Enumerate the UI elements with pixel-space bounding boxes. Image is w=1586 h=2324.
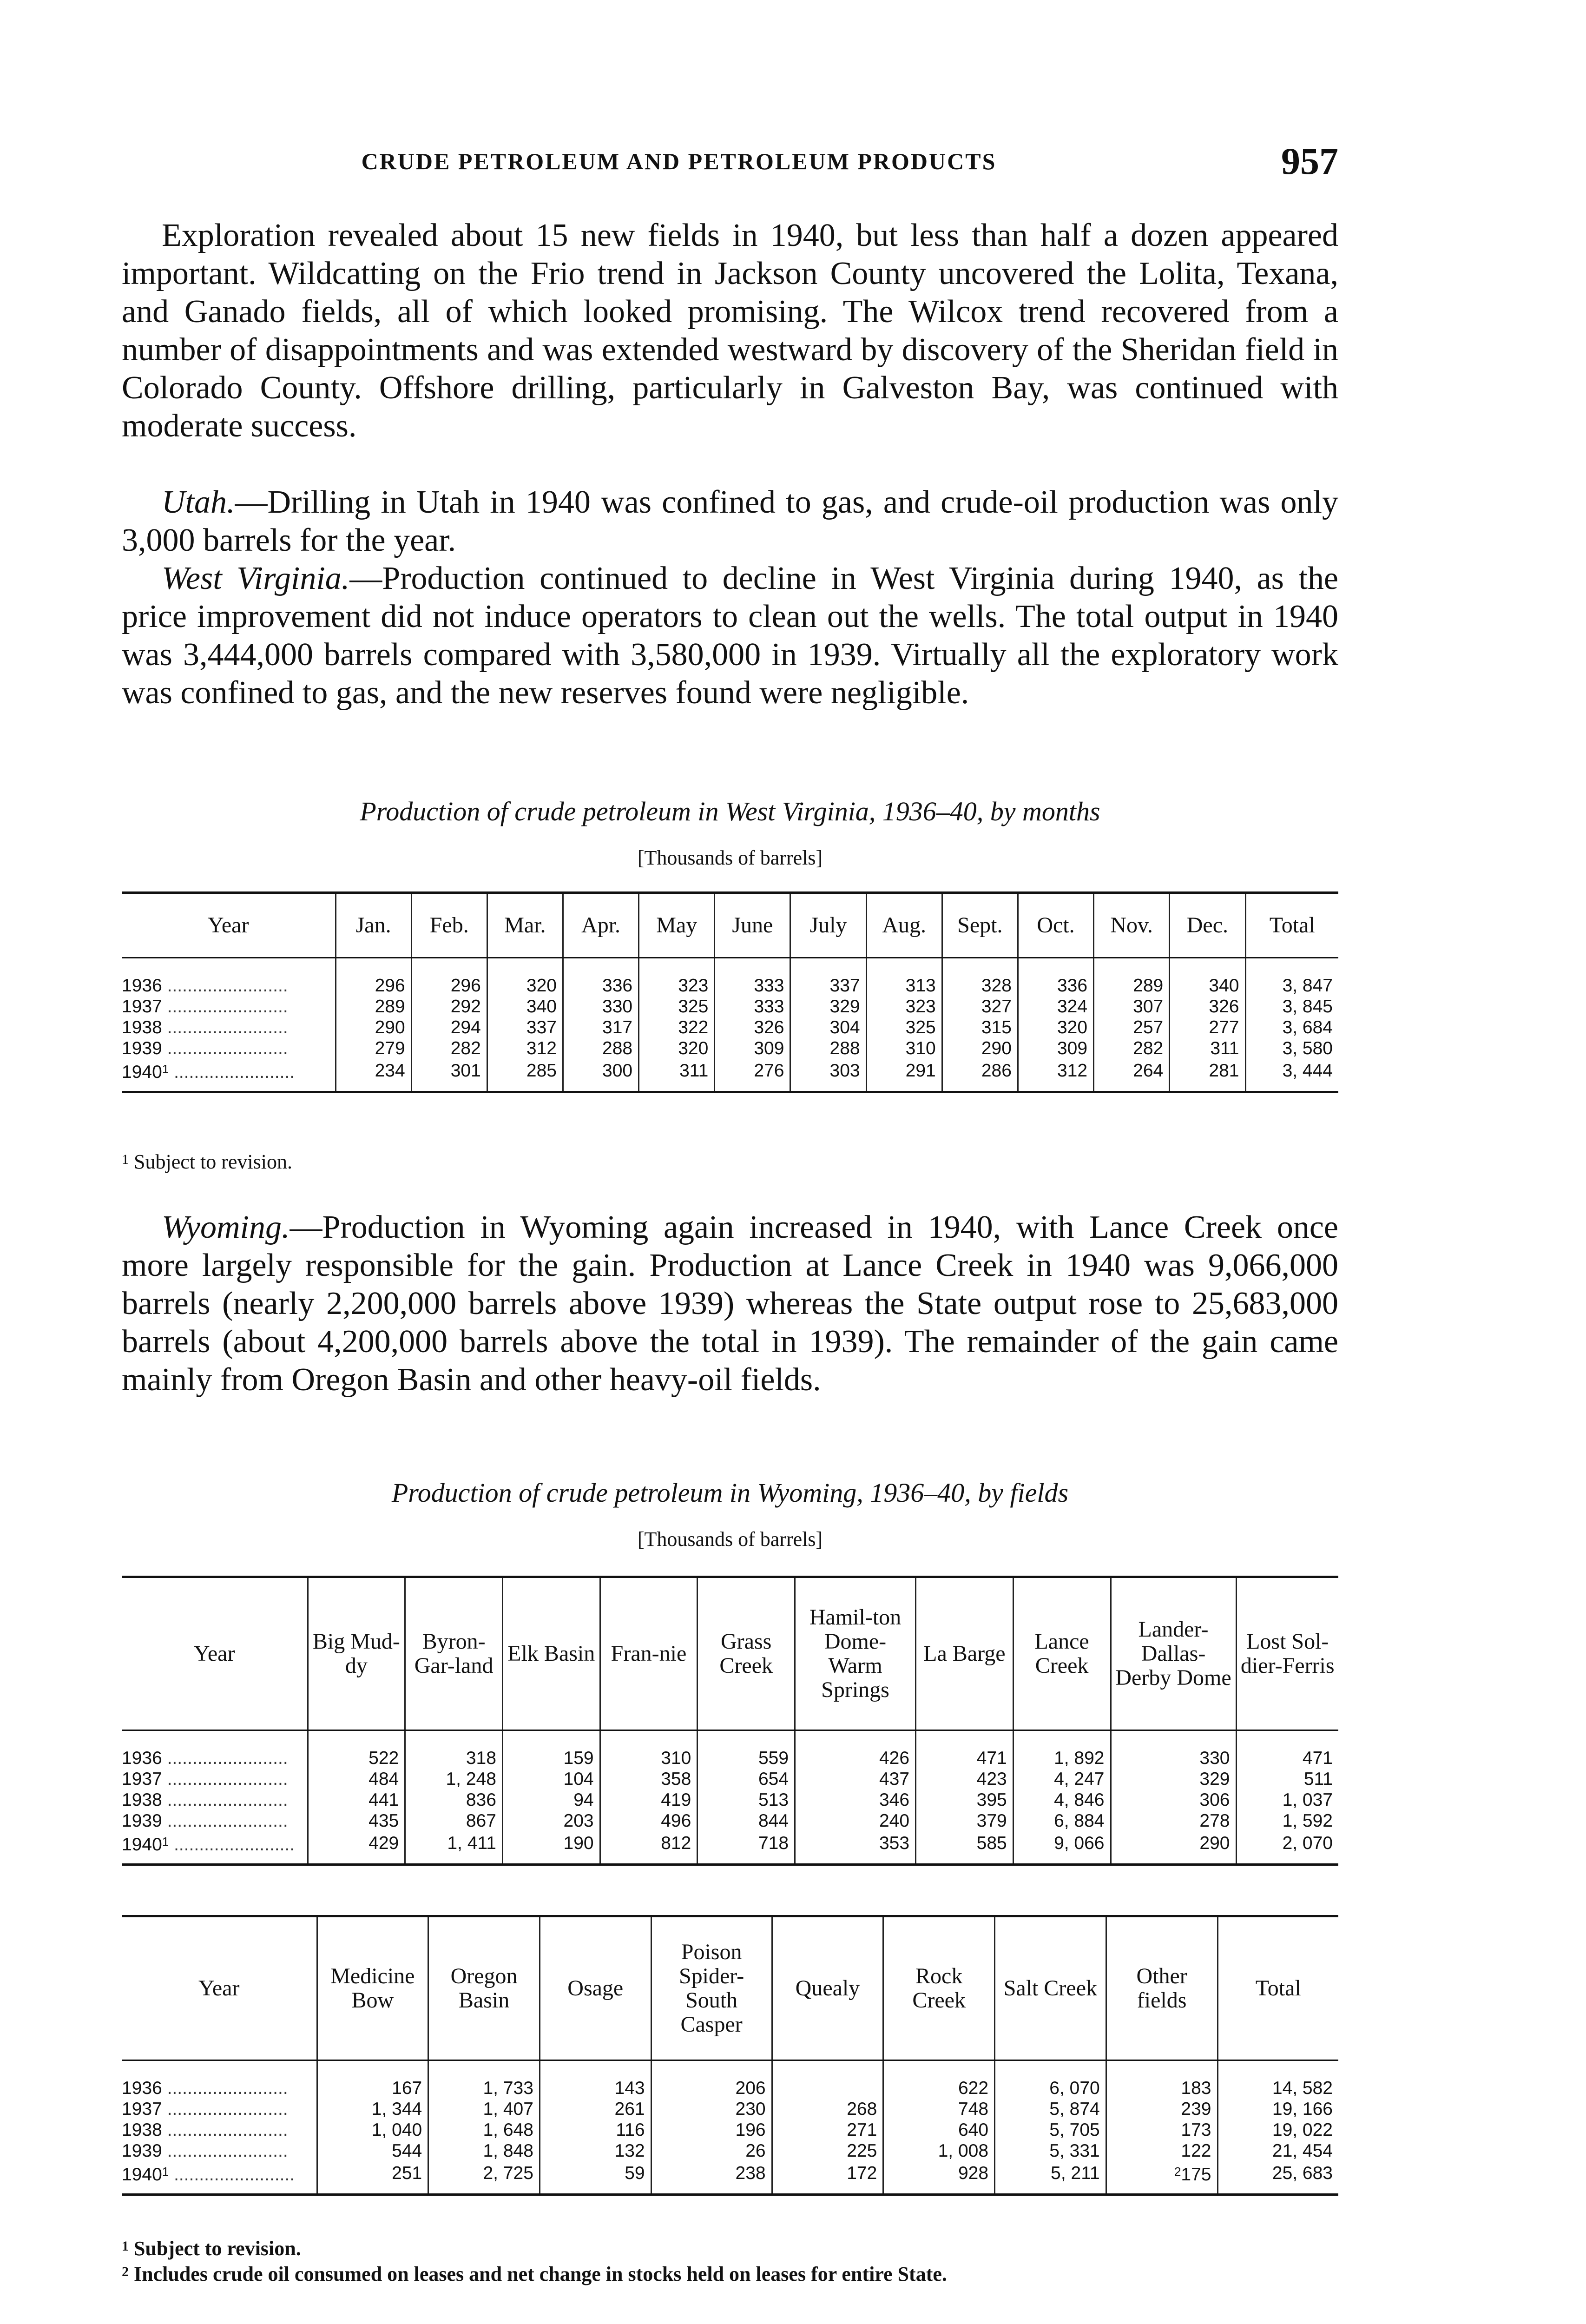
value-cell: 511 [1236,1769,1338,1789]
leader-dots: ........................ [169,2165,295,2185]
value-cell: 251 [317,2161,428,2195]
value-cell: 326 [715,1017,790,1038]
value-cell: 234 [336,1059,411,1092]
value-cell: 19, 166 [1217,2099,1338,2119]
year-label: 1936 [122,976,162,996]
value-cell: 9, 066 [1013,1831,1111,1865]
year-label: 1937 [122,2099,162,2119]
value-cell: 559 [698,1730,795,1769]
year-cell [122,1831,308,1865]
value-cell: 423 [916,1769,1013,1789]
value-cell: 1, 037 [1236,1789,1338,1810]
year-cell [122,1730,308,1769]
value-cell: 240 [795,1810,916,1831]
column-header: Oct. [1018,893,1093,958]
wy-table-caption: Production of crude petroleum in Wyoming, 1936–40, by fields [391,1478,1069,1508]
year-cell [122,1810,308,1831]
year-label: 1940 [122,1835,162,1855]
value-cell: 303 [790,1059,866,1092]
leader-dots: ........................ [169,1062,295,1082]
value-cell: 419 [600,1789,698,1810]
value-cell: 225 [772,2140,883,2161]
value-cell: 441 [308,1789,405,1810]
value-cell: 435 [308,1810,405,1831]
table-row [122,2140,1338,2161]
column-header: Total [1245,893,1338,958]
column-header: May [639,893,715,958]
value-cell: 203 [502,1810,600,1831]
value-cell: 1, 411 [405,1831,503,1865]
wv-production-table [122,891,1338,1093]
value-cell: 21, 454 [1217,2140,1338,2161]
value-cell: 320 [639,1038,715,1059]
table-row [122,2161,1338,2195]
value-cell: 304 [790,1017,866,1038]
column-header: Hamil-ton Dome-Warm Springs [795,1577,916,1730]
value-cell: 306 [1111,1789,1236,1810]
value-cell: 395 [916,1789,1013,1810]
column-header: June [715,893,790,958]
value-cell: 312 [1018,1059,1093,1092]
value-cell: 317 [563,1017,638,1038]
value-cell: 230 [651,2099,772,2119]
value-cell: 1, 648 [428,2119,540,2140]
column-header: Grass Creek [698,1577,795,1730]
column-header: Apr. [563,893,638,958]
value-cell: 379 [916,1810,1013,1831]
value-cell: 1, 592 [1236,1810,1338,1831]
year-label: 1936 [122,1748,162,1768]
value-cell: 471 [1236,1730,1338,1769]
column-header: Oregon Basin [428,1916,540,2060]
column-header: Osage [540,1916,651,2060]
column-header: Rock Creek [883,1916,995,2060]
year-label: 1940 [122,1062,162,1082]
value-cell: 290 [942,1038,1018,1059]
value-cell: 288 [790,1038,866,1059]
value-cell: 471 [916,1730,1013,1769]
value-cell: 307 [1094,996,1170,1017]
value-cell: 159 [502,1730,600,1769]
value-cell: 3, 845 [1245,996,1338,1017]
wy-footnote-1: $^1$ Subject to revision. [122,2237,301,2260]
value-cell: 104 [502,1769,600,1789]
value-cell: 25, 683 [1217,2161,1338,2195]
value-cell: 14, 582 [1217,2060,1338,2099]
value-cell: 238 [651,2161,772,2195]
value-cell: 122 [1106,2140,1217,2161]
value-cell: 183 [1106,2060,1217,2099]
value-cell: 1, 892 [1013,1730,1111,1769]
column-header: Big Mud-dy [308,1577,405,1730]
value-cell: 310 [600,1730,698,1769]
value-cell: 313 [866,958,942,997]
value-cell: 271 [772,2119,883,2140]
table-row [122,2060,1338,2099]
wv-table-body [122,958,1338,1092]
paragraph-utah [122,483,1338,560]
table-row [122,2119,1338,2140]
column-header: Aug. [866,893,942,958]
leader-dots: ........................ [162,2120,288,2140]
wy-table-footnotes [122,2235,1338,2286]
value-cell: 309 [1018,1038,1093,1059]
column-header: July [790,893,866,958]
year-label: 1939 [122,2141,162,2161]
value-cell: 333 [715,958,790,997]
column-header: Lander-Dallas-Derby Dome [1111,1577,1236,1730]
value-cell: 867 [405,1810,503,1831]
wy-part2-body [122,2060,1338,2195]
year-cell [122,1017,336,1038]
value-cell: 812 [600,1831,698,1865]
table-row [122,996,1338,1017]
value-cell: 340 [487,996,563,1017]
column-header: Total [1217,1916,1338,2060]
value-cell: 285 [487,1059,563,1092]
value-cell: 844 [698,1810,795,1831]
value-cell: 19, 022 [1217,2119,1338,2140]
table-row [122,1789,1338,1810]
value-cell: 277 [1170,1017,1245,1038]
value-cell: 290 [336,1017,411,1038]
value-cell: 426 [795,1730,916,1769]
leader-dots: ........................ [162,2078,288,2098]
column-header: Medicine Bow [317,1916,428,2060]
wv-table-header-row [122,893,1338,958]
value-cell: 1, 848 [428,2140,540,2161]
column-header: Quealy [772,1916,883,2060]
value-cell: 26 [651,2140,772,2161]
column-header: Elk Basin [502,1577,600,1730]
column-header: Lost Sol-dier-Ferris [1236,1577,1338,1730]
year-cell [122,2060,317,2099]
value-cell: 429 [308,1831,405,1865]
footnote-marker: 1 [162,1062,169,1076]
year-cell [122,1789,308,1810]
value-cell: 640 [883,2119,995,2140]
value-cell: 330 [1111,1730,1236,1769]
wv-table-footnote: $^1$ Subject to revision. [122,1150,292,1173]
value-cell: 196 [651,2119,772,2140]
year-label: 1936 [122,2078,162,2098]
value-cell: 353 [795,1831,916,1865]
leader-dots: ........................ [162,2141,288,2161]
value-cell: 544 [317,2140,428,2161]
value-cell: 325 [639,996,715,1017]
leader-dots: ........................ [162,1790,288,1810]
value-cell: 294 [411,1017,487,1038]
value-cell: 3, 847 [1245,958,1338,997]
value-cell: 59 [540,2161,651,2195]
value-cell: 718 [698,1831,795,1865]
value-cell: 336 [1018,958,1093,997]
year-cell [122,996,336,1017]
value-cell: 290 [1111,1831,1236,1865]
value-cell: 340 [1170,958,1245,997]
table-row [122,1769,1338,1789]
year-cell [122,958,336,997]
column-header: Feb. [411,893,487,958]
value-cell: 5, 331 [995,2140,1106,2161]
value-cell: 4, 247 [1013,1769,1111,1789]
value-cell: 300 [563,1059,638,1092]
leader-dots: ........................ [162,1811,288,1831]
table-row [122,1059,1338,1092]
value-cell: 278 [1111,1810,1236,1831]
paragraph-wyoming [122,1208,1338,1399]
value-cell: 622 [883,2060,995,2099]
value-cell: 172 [772,2161,883,2195]
value-cell: 309 [715,1038,790,1059]
value-cell: 346 [795,1789,916,1810]
column-header: Nov. [1094,893,1170,958]
table-row [122,1730,1338,1769]
column-header: Dec. [1170,893,1245,958]
value-cell: 3, 580 [1245,1038,1338,1059]
value-cell: 310 [866,1038,942,1059]
leader-dots: ........................ [162,1017,288,1037]
column-header: Jan. [336,893,411,958]
year-cell [122,2161,317,2195]
wy-part2-header-row [122,1916,1338,2060]
value-cell: 2, 725 [428,2161,540,2195]
value-cell: 315 [942,1017,1018,1038]
value-cell: 928 [883,2161,995,2195]
column-header: Poison Spider-South Casper [651,1916,772,2060]
wyoming-text: —Production in Wyoming again increased in 1940, with Lance Creek once more largely responsible for the gain. Production at Lance Creek in 1940 was 9,066,000 barrels (nearly 2,200,000 barrels above 1939) whereas the State output rose to 25,683,000 barrels (about 4,200,000 barrels above the total in 1939). The remainder of the gain came mainly from Oregon Basin and other heavy-oil fields. [122,1209,1338,1398]
value-cell: 5, 705 [995,2119,1106,2140]
value-cell: 5, 874 [995,2099,1106,2119]
column-header: La Barge [916,1577,1013,1730]
value-cell: 279 [336,1038,411,1059]
value-cell: 289 [336,996,411,1017]
value-cell: 2, 070 [1236,1831,1338,1865]
column-header: Year [122,1916,317,2060]
value-cell: 329 [790,996,866,1017]
column-header: Salt Creek [995,1916,1106,2060]
value-cell: 320 [487,958,563,997]
column-header: Year [122,1577,308,1730]
value-cell: 286 [942,1059,1018,1092]
value-cell: 522 [308,1730,405,1769]
value-cell: 333 [715,996,790,1017]
value-cell: 328 [942,958,1018,997]
year-cell [122,1769,308,1789]
leader-dots: ........................ [162,997,288,1017]
value-cell: 1, 733 [428,2060,540,2099]
value-cell: 291 [866,1059,942,1092]
year-label: 1937 [122,997,162,1017]
table-row [122,1038,1338,1059]
value-cell: 257 [1094,1017,1170,1038]
year-label: 1938 [122,2120,162,2140]
leader-dots: ........................ [162,1038,288,1058]
wy-part1-body [122,1730,1338,1865]
leader-dots: ........................ [162,1769,288,1789]
year-cell [122,2119,317,2140]
value-cell: 318 [405,1730,503,1769]
value-cell: 206 [651,2060,772,2099]
wy-production-table-part2 [122,1915,1338,2196]
year-cell [122,1059,336,1092]
value-cell: 296 [336,958,411,997]
paragraph-texas-exploration: Exploration revealed about 15 new fields in 1940, but less than half a dozen appeared important. Wildcatting on the Frio trend in Jackson County uncovered the Lolita, Texana, and Ganado fields, all of which looked promising. The Wilcox trend recovered from a number of disappointments and was extended westward by discovery of the Sheridan field in Colorado County. Offshore drilling, particularly in Galveston Bay, was continued with moderate success. [122,218,1338,444]
value-cell: 282 [1094,1038,1170,1059]
year-cell [122,2099,317,2119]
value-cell: 6, 070 [995,2060,1106,2099]
value-cell: 326 [1170,996,1245,1017]
value-cell: 323 [866,996,942,1017]
value-cell: 330 [563,996,638,1017]
value-cell: 1, 248 [405,1769,503,1789]
running-title: CRUDE PETROLEUM AND PETROLEUM PRODUCTS [361,148,997,174]
year-label: 1940 [122,2165,162,2185]
value-cell: 301 [411,1059,487,1092]
value-cell: 836 [405,1789,503,1810]
value-cell: $^2$175 [1106,2161,1217,2195]
wyoming-heading: Wyoming. [162,1209,290,1245]
value-cell: 654 [698,1769,795,1789]
value-cell: 132 [540,2140,651,2161]
year-label: 1937 [122,1769,162,1789]
value-cell: 748 [883,2099,995,2119]
column-header: Other fields [1106,1916,1217,2060]
value-cell: 190 [502,1831,600,1865]
value-cell: 1, 344 [317,2099,428,2119]
value-cell: 1, 008 [883,2140,995,2161]
value-cell: 292 [411,996,487,1017]
value-cell: 143 [540,2060,651,2099]
value-cell: 336 [563,958,638,997]
value-cell: 276 [715,1059,790,1092]
value-cell: 327 [942,996,1018,1017]
value-cell: 288 [563,1038,638,1059]
column-header: Year [122,893,336,958]
table-row [122,1831,1338,1865]
footnote-marker: 2 [1174,2165,1181,2179]
value-cell: 358 [600,1769,698,1789]
year-cell [122,1038,336,1059]
column-header: Byron-Gar-land [405,1577,503,1730]
value-cell: 167 [317,2060,428,2099]
value-cell: 513 [698,1789,795,1810]
wy-production-table-part1 [122,1576,1338,1866]
leader-dots: ........................ [162,2099,288,2119]
value-cell: 312 [487,1038,563,1059]
footnote-marker: 1 [162,2165,169,2179]
value-cell: 311 [639,1059,715,1092]
value-cell: 239 [1106,2099,1217,2119]
value-cell: 337 [487,1017,563,1038]
value-cell: 496 [600,1810,698,1831]
footnote-marker: 1 [162,1835,169,1849]
value-cell: 1, 040 [317,2119,428,2140]
utah-heading: Utah. [162,484,235,520]
value-cell: 173 [1106,2119,1217,2140]
leader-dots: ........................ [162,1748,288,1768]
year-label: 1938 [122,1790,162,1810]
wy-table-units: [Thousands of barrels] [637,1528,823,1551]
value-cell: 324 [1018,996,1093,1017]
value-cell: 6, 884 [1013,1810,1111,1831]
value-cell: 3, 444 [1245,1059,1338,1092]
value-cell: 437 [795,1769,916,1789]
value-cell: 484 [308,1769,405,1789]
page-number: 957 [1281,140,1338,182]
column-header: Lance Creek [1013,1577,1111,1730]
value-cell: 1, 407 [428,2099,540,2119]
value-cell: 337 [790,958,866,997]
value-cell: 325 [866,1017,942,1038]
value-cell: 264 [1094,1059,1170,1092]
value-cell: 311 [1170,1038,1245,1059]
year-label: 1939 [122,1811,162,1831]
table-row [122,1810,1338,1831]
wv-table-caption: Production of crude petroleum in West Virginia, 1936–40, by months [360,796,1100,826]
value-cell: 282 [411,1038,487,1059]
value-cell: 323 [639,958,715,997]
column-header: Sept. [942,893,1018,958]
table-row [122,2099,1338,2119]
value-cell: 261 [540,2099,651,2119]
value-cell: 116 [540,2119,651,2140]
wv-table-units: [Thousands of barrels] [637,846,823,869]
value-cell: 289 [1094,958,1170,997]
table-row [122,958,1338,997]
table-row [122,1017,1338,1038]
utah-text: —Drilling in Utah in 1940 was confined to gas, and crude-oil production was only 3,000 barrels for the year. [122,484,1338,558]
value-cell: 5, 211 [995,2161,1106,2195]
column-header: Mar. [487,893,563,958]
value-cell: 585 [916,1831,1013,1865]
value-cell: 94 [502,1789,600,1810]
leader-dots: ........................ [162,976,288,996]
year-cell [122,2140,317,2161]
value-cell: 320 [1018,1017,1093,1038]
value-cell: 268 [772,2099,883,2119]
leader-dots: ........................ [169,1835,295,1855]
running-head [122,139,1338,182]
value-cell: 322 [639,1017,715,1038]
value-cell [772,2060,883,2099]
value-cell: 329 [1111,1769,1236,1789]
value-cell: 4, 846 [1013,1789,1111,1810]
wy-part1-header-row [122,1577,1338,1730]
paragraph-west-virginia [122,560,1338,712]
wy-footnote-2: $^2$ Includes crude oil consumed on leases and net change in stocks held on leases for entire State. [122,2263,947,2285]
value-cell: 281 [1170,1059,1245,1092]
value-cell: 3, 684 [1245,1017,1338,1038]
west-virginia-text: —Production continued to decline in West Virginia during 1940, as the price improvement did not induce operators to clean out the wells. The total output in 1940 was 3,444,000 barrels compared with 3,580,000 in 1939. Virtually all the exploratory work was confined to gas, and the new reserves found were negligible. [122,561,1338,711]
column-header: Fran-nie [600,1577,698,1730]
value-cell: 296 [411,958,487,997]
west-virginia-heading: West Virginia. [162,561,350,596]
year-label: 1938 [122,1017,162,1037]
year-label: 1939 [122,1038,162,1058]
